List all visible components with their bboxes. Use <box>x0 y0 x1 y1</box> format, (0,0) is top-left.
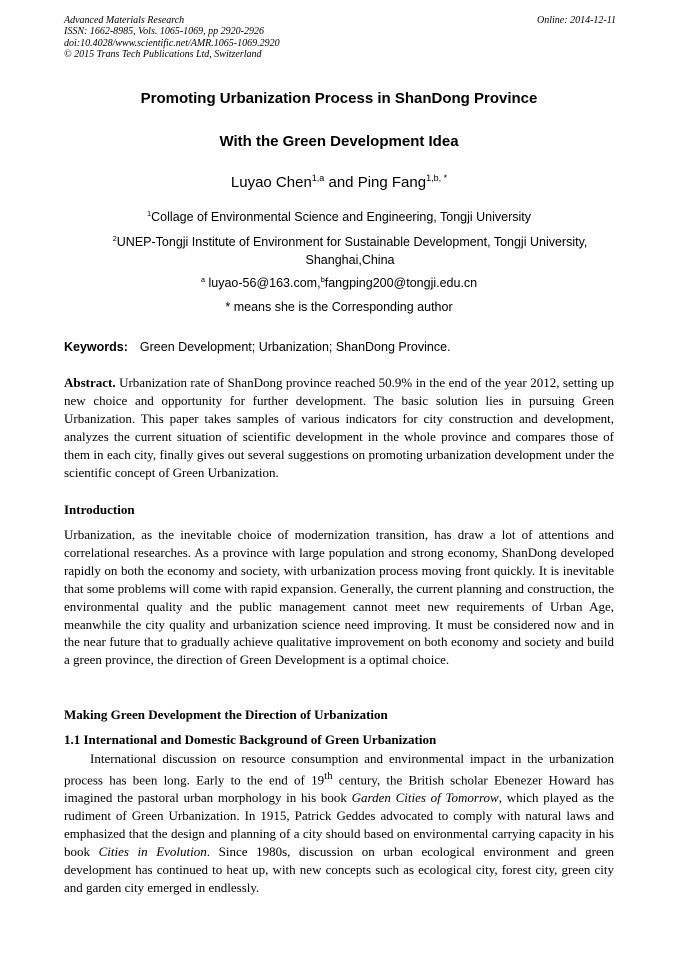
affiliation-1-sup: 1 <box>146 208 152 218</box>
journal-header <box>64 15 616 61</box>
keywords <box>64 340 451 354</box>
background-text-2: century, the British scholar Ebenezer Howard has imagined the pastoral urban morphology in his book <box>64 772 614 806</box>
introduction-heading: Introduction <box>64 502 135 517</box>
book-title-2: Cities in Evolution <box>98 843 207 859</box>
book-title-1: Garden Cities of Tomorrow <box>351 790 499 806</box>
author-2: Ping Fang <box>357 174 427 191</box>
abstract <box>64 374 614 481</box>
background-text-1: International discussion on resource consumption and environmental impact in the urbanization process has been long. Early to the end of 19 <box>64 751 614 788</box>
keywords-label: Keywords: <box>64 340 128 354</box>
issn-line: ISSN: 1662-8985, Vols. 1065-1069, pp 2920-2926 <box>64 26 264 38</box>
doi-line: doi:10.4028/www.scientific.net/AMR.1065-1069.2920 <box>64 37 280 49</box>
abstract-label: Abstract. <box>64 375 116 390</box>
journal-name: Advanced Materials Research <box>64 15 185 26</box>
affiliation-2 <box>100 233 600 269</box>
affiliation-1-text: Collage of Environmental Science and Engineering, Tongji University <box>151 210 532 224</box>
introduction-paragraph: Urbanization, as the inevitable choice of modernization transition, has draw a lot of attentions and correlational researches. As a province with large population and strong economy, ShanDong developed rapidly on both the economy and society, with urbanization process moving front quickly. It is inevitable that some problems will come with rapid expansion. Generally, the current planning and construction, the environmental quality and the public management cannot meet new requirements of Urban Age, meanwhile the city quality and urbanization science need improving. It must be considered now and in the near future that to gradually achieve qualitative improvement on both economy and society and build a green province, the direction of Green Development is a optimal choice. <box>64 527 614 668</box>
author-1: Luyao Chen <box>230 174 312 191</box>
background-text-4: . Since 1980s, discussion on urban ecological environment and green development has continued to heat up, with new concepts such as ecological city, forest city, green city and garden city emerged in endlessly. <box>64 843 614 895</box>
author-and: and <box>324 174 358 191</box>
keywords-text: Green Development; Urbanization; ShanDong Province. <box>139 340 451 354</box>
email-a: luyao-56@163.com, <box>205 276 321 290</box>
author-2-sup: 1,b, * <box>426 173 448 183</box>
email-a-sup: a <box>200 274 206 284</box>
author-list <box>0 174 678 191</box>
email-b-sup: b <box>320 274 325 284</box>
corresponding-note: * means she is the Corresponding author <box>225 300 453 314</box>
online-date: Online: 2014-12-11 <box>537 15 616 26</box>
affiliation-2-sup: 2 <box>112 233 117 243</box>
author-emails <box>0 276 678 290</box>
background-text-3: , which played as the rudiment of Green Urbanization. In 1915, Patrick Geddes advocated to comply with natural laws and emphasized that the design and planning of a city should based on environmental carrying capacity in his book <box>64 790 615 859</box>
paper-title-line1: Promoting Urbanization Process in ShanDong Province <box>140 90 538 107</box>
background-paragraph <box>64 750 614 897</box>
abstract-text: Urbanization rate of ShanDong province reached 50.9% in the end of the year 2012, setting up new choice and opportunity for further development. The basic solution lies in pursuing Green Urbanization. This paper takes samples of various indicators for city construction and development, analyzes the current situation of scientific development in the whole province and compares those of them in each city, finally gives out several suggestions on promoting urbanization development under the scientific concept of Green Urbanization. <box>64 375 614 480</box>
copyright-line: © 2015 Trans Tech Publications Ltd, Switzerland <box>64 49 262 61</box>
background-sup: th <box>324 769 333 782</box>
affiliation-2-text: UNEP-Tongji Institute of Environment for Sustainable Development, Tongji University, Shanghai,China <box>116 235 588 267</box>
affiliation-1 <box>0 208 678 226</box>
paper-title-line2: With the Green Development Idea <box>219 133 459 150</box>
section-heading-green: Making Green Development the Direction of Urbanization <box>64 707 388 722</box>
email-b: fangping200@tongji.edu.cn <box>324 276 478 290</box>
subsection-heading-1-1: 1.1 International and Domestic Background of Green Urbanization <box>64 732 437 747</box>
author-1-sup: 1,a <box>311 173 325 183</box>
